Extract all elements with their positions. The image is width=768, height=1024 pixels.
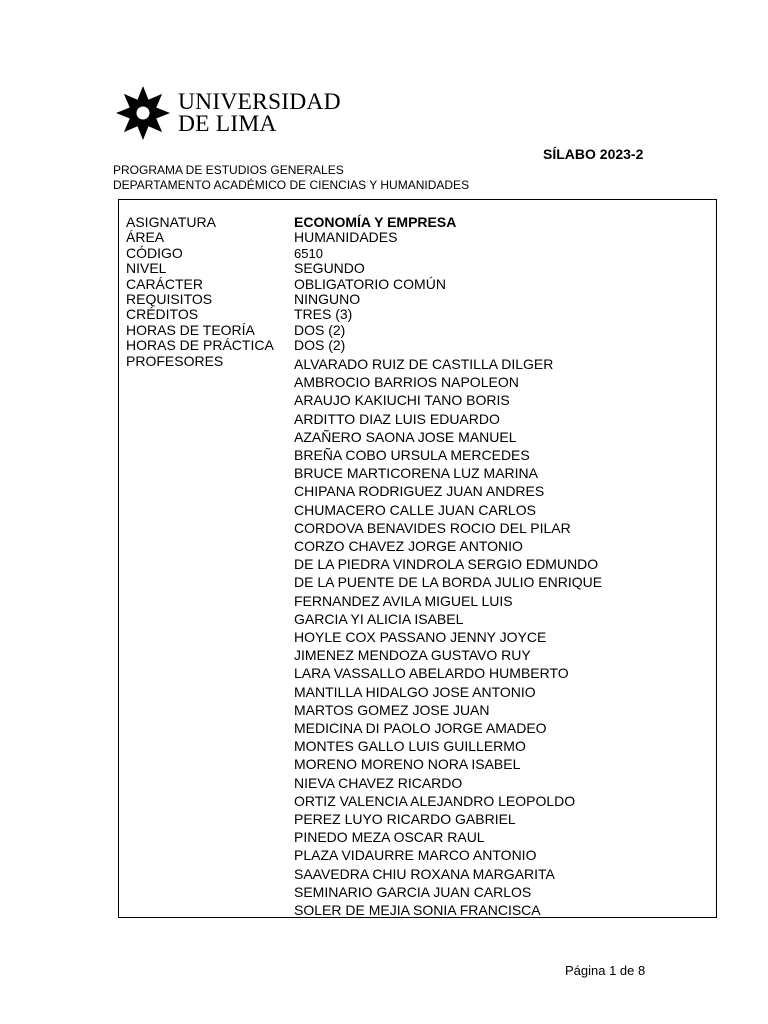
professor-list xyxy=(294,355,602,919)
professor-item: PEREZ LUYO RICARDO GABRIEL xyxy=(294,811,516,828)
professor-item: SOLER DE MEJIA SONIA FRANCISCA xyxy=(294,902,541,919)
logo-wordmark xyxy=(178,91,341,135)
professor-item: GARCIA YI ALICIA ISABEL xyxy=(294,610,464,627)
professor-item: ARAUJO KAKIUCHI TANO BORIS xyxy=(294,392,510,409)
logo-star-icon xyxy=(115,86,171,140)
professor-item: CHUMACERO CALLE JUAN CARLOS xyxy=(294,501,536,518)
value-type: OBLIGATORIO COMÚN xyxy=(294,275,446,292)
professor-item: ARDITTO DIAZ LUIS EDUARDO xyxy=(294,410,500,427)
value-area: HUMANIDADES xyxy=(294,229,398,246)
value-code: 6510 xyxy=(294,245,323,261)
professor-item: FERNANDEZ AVILA MIGUEL LUIS xyxy=(294,592,513,609)
professor-item: DE LA PUENTE DE LA BORDA JULIO ENRIQUE xyxy=(294,574,603,591)
professor-item: CORDOVA BENAVIDES ROCIO DEL PILAR xyxy=(294,519,571,536)
logo-line-2: DE LIMA xyxy=(178,111,277,137)
value-level: SEGUNDO xyxy=(294,260,365,277)
value-subject: ECONOMÍA Y EMPRESA xyxy=(294,214,457,230)
professor-item: SAAVEDRA CHIU ROXANA MARGARITA xyxy=(294,865,555,882)
label-area: ÁREA xyxy=(126,229,165,246)
logo-line-1: UNIVERSIDAD xyxy=(178,89,341,115)
professor-item: DE LA PIEDRA VINDROLA SERGIO EDMUNDO xyxy=(294,556,599,573)
value-requirements: NINGUNO xyxy=(294,291,361,308)
professor-item: BRUCE MARTICORENA LUZ MARINA xyxy=(294,465,538,482)
value-theory-hours: DOS (2) xyxy=(294,321,346,338)
professor-item: LARA VASSALLO ABELARDO HUMBERTO xyxy=(294,665,569,682)
university-logo xyxy=(115,86,341,140)
professor-item: MONTES GALLO LUIS GUILLERMO xyxy=(294,738,526,755)
professor-item: CORZO CHAVEZ JORGE ANTONIO xyxy=(294,538,523,555)
course-values xyxy=(294,215,456,354)
professor-item: MANTILLA HIDALGO JOSE ANTONIO xyxy=(294,683,536,700)
professor-item: HOYLE COX PASSANO JENNY JOYCE xyxy=(294,629,547,646)
value-credits: TRES (3) xyxy=(294,306,353,323)
professor-item: CHIPANA RODRIGUEZ JUAN ANDRES xyxy=(294,483,545,500)
course-labels xyxy=(126,215,274,369)
label-subject: ASIGNATURA xyxy=(126,214,216,230)
professor-item: ALVARADO RUIZ DE CASTILLA DILGER xyxy=(294,356,554,372)
department-name: DEPARTAMENTO ACADÉMICO DE CIENCIAS Y HUMANIDADES xyxy=(113,177,470,192)
professor-item: BREÑA COBO URSULA MERCEDES xyxy=(294,447,530,464)
professor-item: AZAÑERO SAONA JOSE MANUEL xyxy=(294,428,517,445)
label-type: CARÁCTER xyxy=(126,275,204,292)
professor-item: JIMENEZ MENDOZA GUSTAVO RUY xyxy=(294,647,531,664)
professor-item: SEMINARIO GARCIA JUAN CARLOS xyxy=(294,883,532,900)
professor-item: ORTIZ VALENCIA ALEJANDRO LEOPOLDO xyxy=(294,792,576,809)
professor-item: MEDICINA DI PAOLO JORGE AMADEO xyxy=(294,720,547,737)
label-code: CÓDIGO xyxy=(126,244,183,261)
label-requirements: REQUISITOS xyxy=(126,291,213,308)
label-credits: CRÉDITOS xyxy=(126,306,199,323)
label-professors: PROFESORES xyxy=(126,352,224,369)
value-practice-hours: DOS (2) xyxy=(294,337,346,354)
professor-item: PINEDO MEZA OSCAR RAUL xyxy=(294,829,485,846)
professor-item: NIEVA CHAVEZ RICARDO xyxy=(294,774,463,791)
course-info-box xyxy=(118,199,717,918)
professor-item: AMBROCIO BARRIOS NAPOLEON xyxy=(294,374,519,391)
syllabus-title: SÍLABO 2023-2 xyxy=(543,146,644,162)
program-name: PROGRAMA DE ESTUDIOS GENERALES xyxy=(113,163,344,177)
label-theory-hours: HORAS DE TEORÍA xyxy=(126,321,255,338)
professor-item: MARTOS GOMEZ JOSE JUAN xyxy=(294,701,490,718)
professor-item: MORENO MORENO NORA ISABEL xyxy=(294,756,521,773)
label-practice-hours: HORAS DE PRÁCTICA xyxy=(126,337,274,354)
label-level: NIVEL xyxy=(126,260,167,277)
program-header xyxy=(113,163,469,192)
page-number: Página 1 de 8 xyxy=(565,963,646,978)
professor-item: PLAZA VIDAURRE MARCO ANTONIO xyxy=(294,847,537,864)
